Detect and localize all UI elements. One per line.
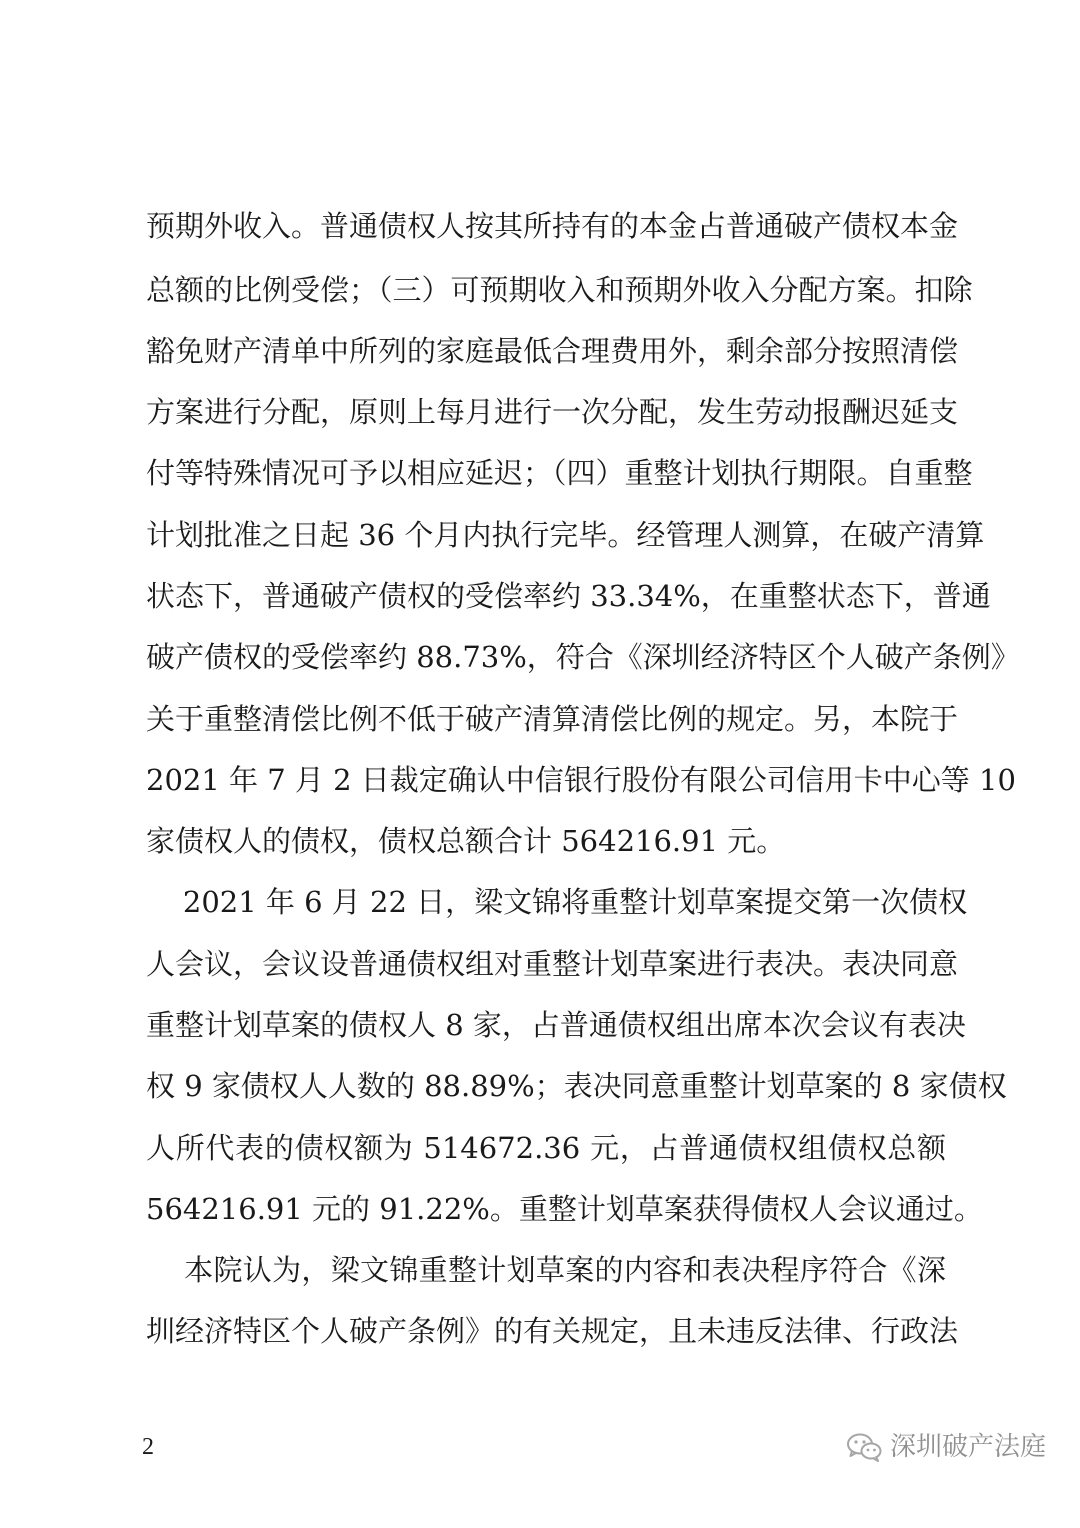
text-line: 计划批准之日起 36 个月内执行完毕。经管理人测算，在破产清算 — [146, 518, 985, 552]
text-line: 方案进行分配，原则上每月进行一次分配，发生劳动报酬迟延支 — [146, 395, 959, 429]
text-line: 2021 年 6 月 22 日，梁文锦将重整计划草案提交第一次债权 — [146, 885, 968, 919]
page-number: 2 — [142, 1434, 154, 1460]
wechat-icon — [846, 1432, 882, 1462]
text-line: 预期外收入。普通债权人按其所持有的本金占普通破产债权本金 — [146, 209, 959, 243]
text-line: 家债权人的债权，债权总额合计 564216.91 元。 — [146, 824, 786, 858]
watermark-text: 深圳破产法庭 — [890, 1432, 1047, 1462]
text-line: 人会议，会议设普通债权组对重整计划草案进行表决。表决同意 — [146, 947, 959, 981]
text-line: 564216.91 元的 91.22%。重整计划草案获得债权人会议通过。 — [146, 1192, 983, 1226]
text-line: 付等特殊情况可予以相应延迟；（四）重整计划执行期限。自重整 — [146, 456, 973, 490]
text-line: 豁免财产清单中所列的家庭最低合理费用外，剩余部分按照清偿 — [146, 334, 959, 368]
text-line: 圳经济特区个人破产条例》的有关规定，且未违反法律、行政法 — [146, 1314, 959, 1348]
text-line: 本院认为，梁文锦重整计划草案的内容和表决程序符合《深 — [146, 1253, 946, 1287]
text-line: 权 9 家债权人人数的 88.89%；表决同意重整计划草案的 8 家债权 — [146, 1069, 1007, 1103]
text-line: 关于重整清偿比例不低于破产清算清偿比例的规定。另，本院于 — [146, 702, 959, 736]
text-line: 人所代表的债权额为 514672.36 元，占普通债权组债权总额 — [146, 1131, 946, 1165]
text-line: 状态下，普通破产债权的受偿率约 33.34%，在重整状态下，普通 — [146, 579, 991, 613]
text-line: 重整计划草案的债权人 8 家，占普通债权组出席本次会议有表决 — [146, 1008, 966, 1042]
watermark — [846, 1427, 1046, 1467]
text-line: 2021 年 7 月 2 日裁定确认中信银行股份有限公司信用卡中心等 10 — [146, 763, 1016, 797]
text-line: 总额的比例受偿；（三）可预期收入和预期外收入分配方案。扣除 — [146, 273, 973, 307]
text-line: 破产债权的受偿率约 88.73%，符合《深圳经济特区个人破产条例》 — [146, 640, 1020, 674]
